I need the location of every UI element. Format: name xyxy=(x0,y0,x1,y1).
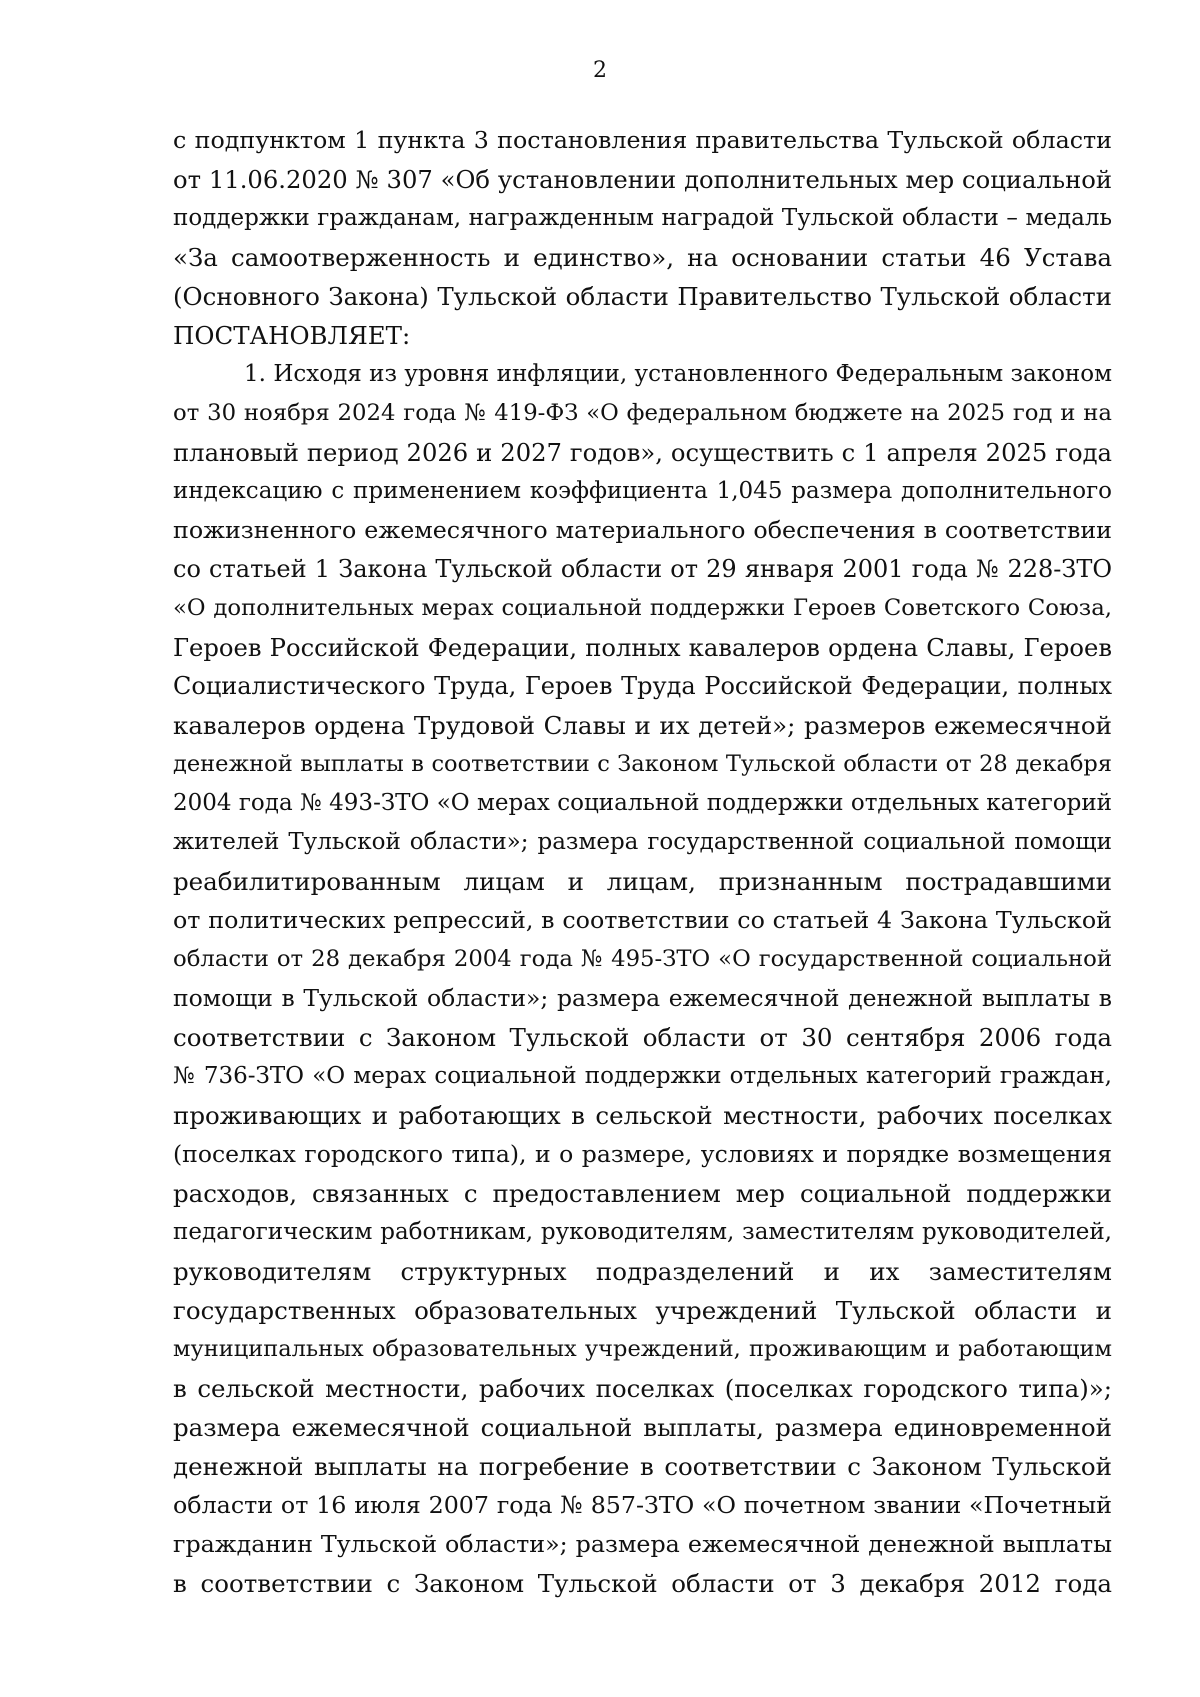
text-line: проживающих и работающих в сельской местности, рабочих поселках xyxy=(173,1101,1112,1130)
text-line: со статьей 1 Закона Тульской области от 29 января 2001 года № 228-ЗТО xyxy=(173,555,1112,583)
text-line: соответствии с Законом Тульской области от 30 сентября 2006 года xyxy=(173,1023,1112,1052)
text-line: муниципальных образовательных учреждений, проживающим и работающим xyxy=(173,1336,1112,1362)
text-line: пожизненного ежемесячного материального обеспечения в соответствии xyxy=(173,516,1112,544)
text-line: руководителям структурных подразделений и их заместителям xyxy=(173,1257,1112,1286)
text-line: от 11.06.2020 № 307 «Об установлении дополнительных мер социальной xyxy=(173,165,1112,194)
text-line: кавалеров ордена Трудовой Славы и их детей»; размеров ежемесячной xyxy=(173,711,1112,740)
text-line: (поселках городского типа), и о размере, условиях и порядке возмещения xyxy=(173,1140,1112,1168)
text-line: (Основного Закона) Тульской области Правительство Тульской области xyxy=(173,282,1112,311)
page-number: 2 xyxy=(593,58,607,83)
text-line: ПОСТАНОВЛЯЕТ: xyxy=(173,321,411,350)
text-line: государственных образовательных учреждений Тульской области и xyxy=(173,1296,1112,1325)
text-line: «За самоотверженность и единство», на основании статьи 46 Устава xyxy=(173,243,1112,272)
text-line: помощи в Тульской области»; размера ежемесячной денежной выплаты в xyxy=(173,984,1112,1012)
text-line: гражданин Тульской области»; размера ежемесячной денежной выплаты xyxy=(173,1530,1112,1558)
text-line: от политических репрессий, в соответствии со статьей 4 Закона Тульской xyxy=(173,906,1112,934)
text-line: денежной выплаты в соответствии с Законом Тульской области от 28 декабря xyxy=(173,751,1112,777)
text-line: № 736-ЗТО «О мерах социальной поддержки отдельных категорий граждан, xyxy=(173,1063,1112,1089)
text-line: области от 28 декабря 2004 года № 495-ЗТО «О государственной социальной xyxy=(173,946,1112,972)
text-line: размера ежемесячной социальной выплаты, размера единовременной xyxy=(173,1413,1112,1442)
text-line: в соответствии с Законом Тульской области от 3 декабря 2012 года xyxy=(173,1569,1112,1598)
text-line: денежной выплаты на погребение в соответствии с Законом Тульской xyxy=(173,1452,1112,1481)
text-line: от 30 ноября 2024 года № 419-ФЗ «О федеральном бюджете на 2025 год и на xyxy=(173,400,1112,426)
text-line: области от 16 июля 2007 года № 857-ЗТО «О почетном звании «Почетный xyxy=(173,1491,1112,1519)
text-line: реабилитированным лицам и лицам, признанным пострадавшими xyxy=(173,867,1112,896)
text-line: педагогическим работникам, руководителям, заместителям руководителей, xyxy=(173,1219,1112,1245)
text-line: жителей Тульской области»; размера государственной социальной помощи xyxy=(173,829,1112,855)
text-line: индексацию с применением коэффициента 1,045 размера дополнительного xyxy=(173,478,1112,504)
text-line: плановый период 2026 и 2027 годов», осуществить с 1 апреля 2025 года xyxy=(173,438,1112,467)
text-line: расходов, связанных с предоставлением мер социальной поддержки xyxy=(173,1179,1112,1208)
text-line: поддержки гражданам, награжденным наградой Тульской области – медаль xyxy=(173,205,1112,231)
text-line: в сельской местности, рабочих поселках (поселках городского типа)»; xyxy=(173,1374,1112,1403)
text-line: с подпунктом 1 пункта 3 постановления правительства Тульской области xyxy=(173,126,1112,154)
text-line: Социалистического Труда, Героев Труда Российской Федерации, полных xyxy=(173,672,1112,700)
text-line: Героев Российской Федерации, полных кавалеров ордена Славы, Героев xyxy=(173,633,1112,662)
text-line: «О дополнительных мерах социальной поддержки Героев Советского Союза, xyxy=(173,595,1112,621)
text-line: 2004 года № 493-ЗТО «О мерах социальной поддержки отдельных категорий xyxy=(173,790,1112,816)
document-body xyxy=(173,121,1112,1603)
text-line: 1. Исходя из уровня инфляции, установленного Федеральным законом xyxy=(244,361,1112,387)
